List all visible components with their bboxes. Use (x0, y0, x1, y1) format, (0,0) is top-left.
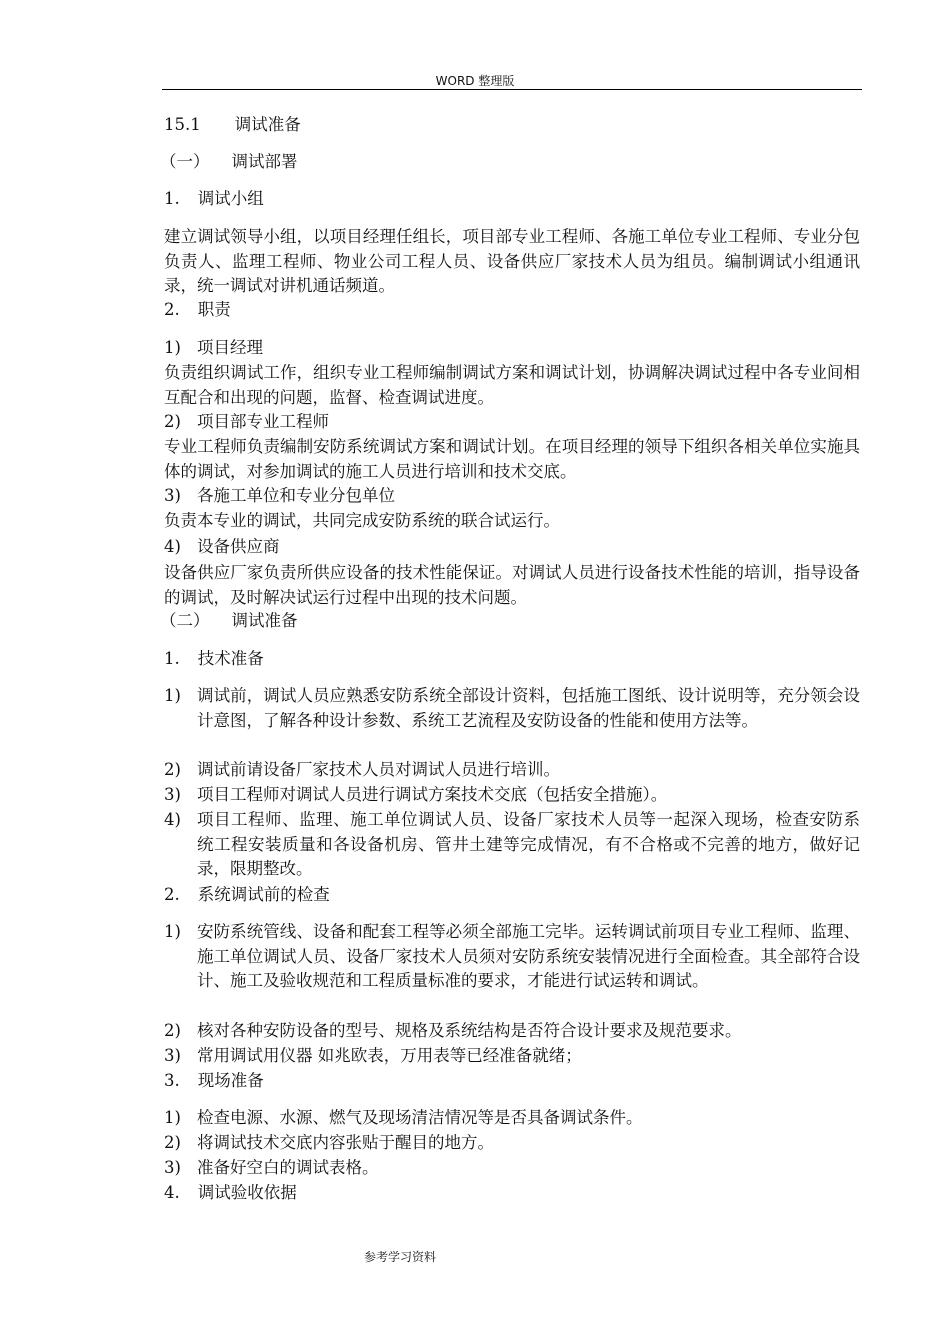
heading-15-1 (164, 114, 301, 136)
item-text: 项目工程师、监理、施工单位调试人员、设备厂家技术人员等一起深入现场，检查安防系 统工程安装质量和各设备机房、管井土建等完成情况，有不合格或不完善的地方，做好记录，限期整改。 (197, 810, 860, 879)
item-text: 核对各种安防设备的型号、规格及系统结构是否符合设计要求及规范要求。 (197, 1021, 742, 1040)
subsection-2-4-heading (164, 1182, 297, 1204)
item-number: 2) (164, 1133, 181, 1152)
subsection-title: 职责 (197, 300, 231, 319)
subsection-number: 1. (164, 649, 180, 668)
subsection-2-1-heading (164, 648, 264, 670)
header-rule (162, 89, 862, 90)
role-4-body: 设备供应厂家负责所供应设备的技术性能保证。对调试人员进行设备技术性能的培训，指导设备的调试，及时解决试运行过程中出现的技术问题。 (164, 563, 860, 607)
heading-number: 15.1 (164, 115, 201, 134)
role-number: 2) (164, 412, 181, 431)
subsection-title: 现场准备 (197, 1071, 264, 1090)
role-3-body: 负责本专业的调试，共同完成安防系统的联合试运行。 (164, 511, 560, 530)
subsection-1-1-heading (164, 188, 264, 210)
heading-title: 调试准备 (234, 115, 301, 134)
subsection-title: 调试验收依据 (197, 1183, 297, 1202)
item-text: 项目工程师对调试人员进行调试方案技术交底（包括安全措施）。 (197, 785, 668, 804)
subsection-2-3-heading (164, 1070, 264, 1092)
subsection-title: 系统调试前的检查 (197, 885, 330, 904)
role-title: 各施工单位和专业分包单位 (196, 486, 395, 505)
item-text: 常用调试用仪器 如兆欧表，万用表等已经准备就绪； (197, 1046, 582, 1065)
item-text: 安防系统管线、设备和配套工程等必须全部施工完毕。运转调试前项目专业工程师、监理、 施工单位调试人员、设备厂家技术人员须对安防系统安装情况进行全面检查。其全部符合设计、施工及验收规范和工程质量标准的要求，才能进行试运转和调试。 (197, 922, 860, 991)
role-3-heading (164, 485, 395, 507)
section-number: （一） (160, 152, 210, 171)
role-2-body: 专业工程师负责编制安防系统调试方案和调试计划。在项目经理的领导下组织各相关单位实施具体的调试，对参加调试的施工人员进行培训和技术交底。 (164, 437, 860, 481)
item-number: 3) (164, 785, 181, 804)
role-2-heading (164, 411, 329, 433)
item-text: 将调试技术交底内容张贴于醒目的地方。 (197, 1133, 494, 1152)
subsection-title: 技术准备 (197, 649, 264, 668)
role-title: 项目经理 (196, 338, 263, 357)
role-1-body: 负责组织调试工作，组织专业工程师编制调试方案和调试计划，协调解决调试过程中各专业间相互配合和出现的问题，监督、检查调试进度。 (164, 363, 860, 407)
subsection-number: 3. (164, 1071, 180, 1090)
item-text: 准备好空白的调试表格。 (197, 1158, 379, 1177)
subsection-number: 4. (164, 1183, 180, 1202)
item-number: 1) (164, 922, 181, 941)
item-number: 3) (164, 1158, 181, 1177)
role-title: 设备供应商 (196, 537, 280, 556)
item-number: 1) (164, 686, 181, 705)
item-text: 检查电源、水源、燃气及现场清洁情况等是否具备调试条件。 (197, 1108, 643, 1127)
section-number: （二） (160, 611, 210, 630)
role-number: 1) (164, 338, 181, 357)
item-text: 调试前，调试人员应熟悉安防系统全部设计资料，包括施工图纸、设计说明等，充分领会设 计意图，了解各种设计参数、系统工艺流程及安防设备的性能和使用方法等。 (197, 686, 860, 730)
role-number: 3) (164, 486, 181, 505)
subsection-number: 2. (164, 885, 180, 904)
subsection-number: 2. (164, 300, 180, 319)
item-number: 3) (164, 1046, 181, 1065)
role-title: 项目部专业工程师 (196, 412, 329, 431)
subsection-1-2-heading (164, 299, 231, 321)
item-number: 2) (164, 1021, 181, 1040)
role-number: 4) (164, 537, 181, 556)
section-2-heading (160, 610, 298, 632)
team-paragraph: 建立调试领导小组，以项目经理任组长，项目部专业工程师、各施工单位专业工程师、专业分包负责人、监理工程师、物业公司工程人员、设备供应厂家技术人员为组员。编制调试小组通讯录，统一调试对讲机通话频道。 (164, 227, 860, 296)
role-4-heading (164, 536, 279, 558)
section-title: 调试部署 (231, 152, 298, 171)
section-1-heading (160, 151, 298, 173)
item-number: 1) (164, 1108, 181, 1127)
header-text: WORD 整理版 (435, 74, 515, 88)
subsection-2-2-heading (164, 884, 330, 906)
subsection-title: 调试小组 (197, 189, 264, 208)
item-number: 2) (164, 760, 181, 779)
item-number: 4) (164, 810, 181, 829)
role-1-heading (164, 337, 263, 359)
subsection-number: 1. (164, 189, 180, 208)
item-text: 调试前请设备厂家技术人员对调试人员进行培训。 (197, 760, 560, 779)
section-title: 调试准备 (231, 611, 298, 630)
page-footer: 参考学习资料 (363, 1250, 436, 1264)
